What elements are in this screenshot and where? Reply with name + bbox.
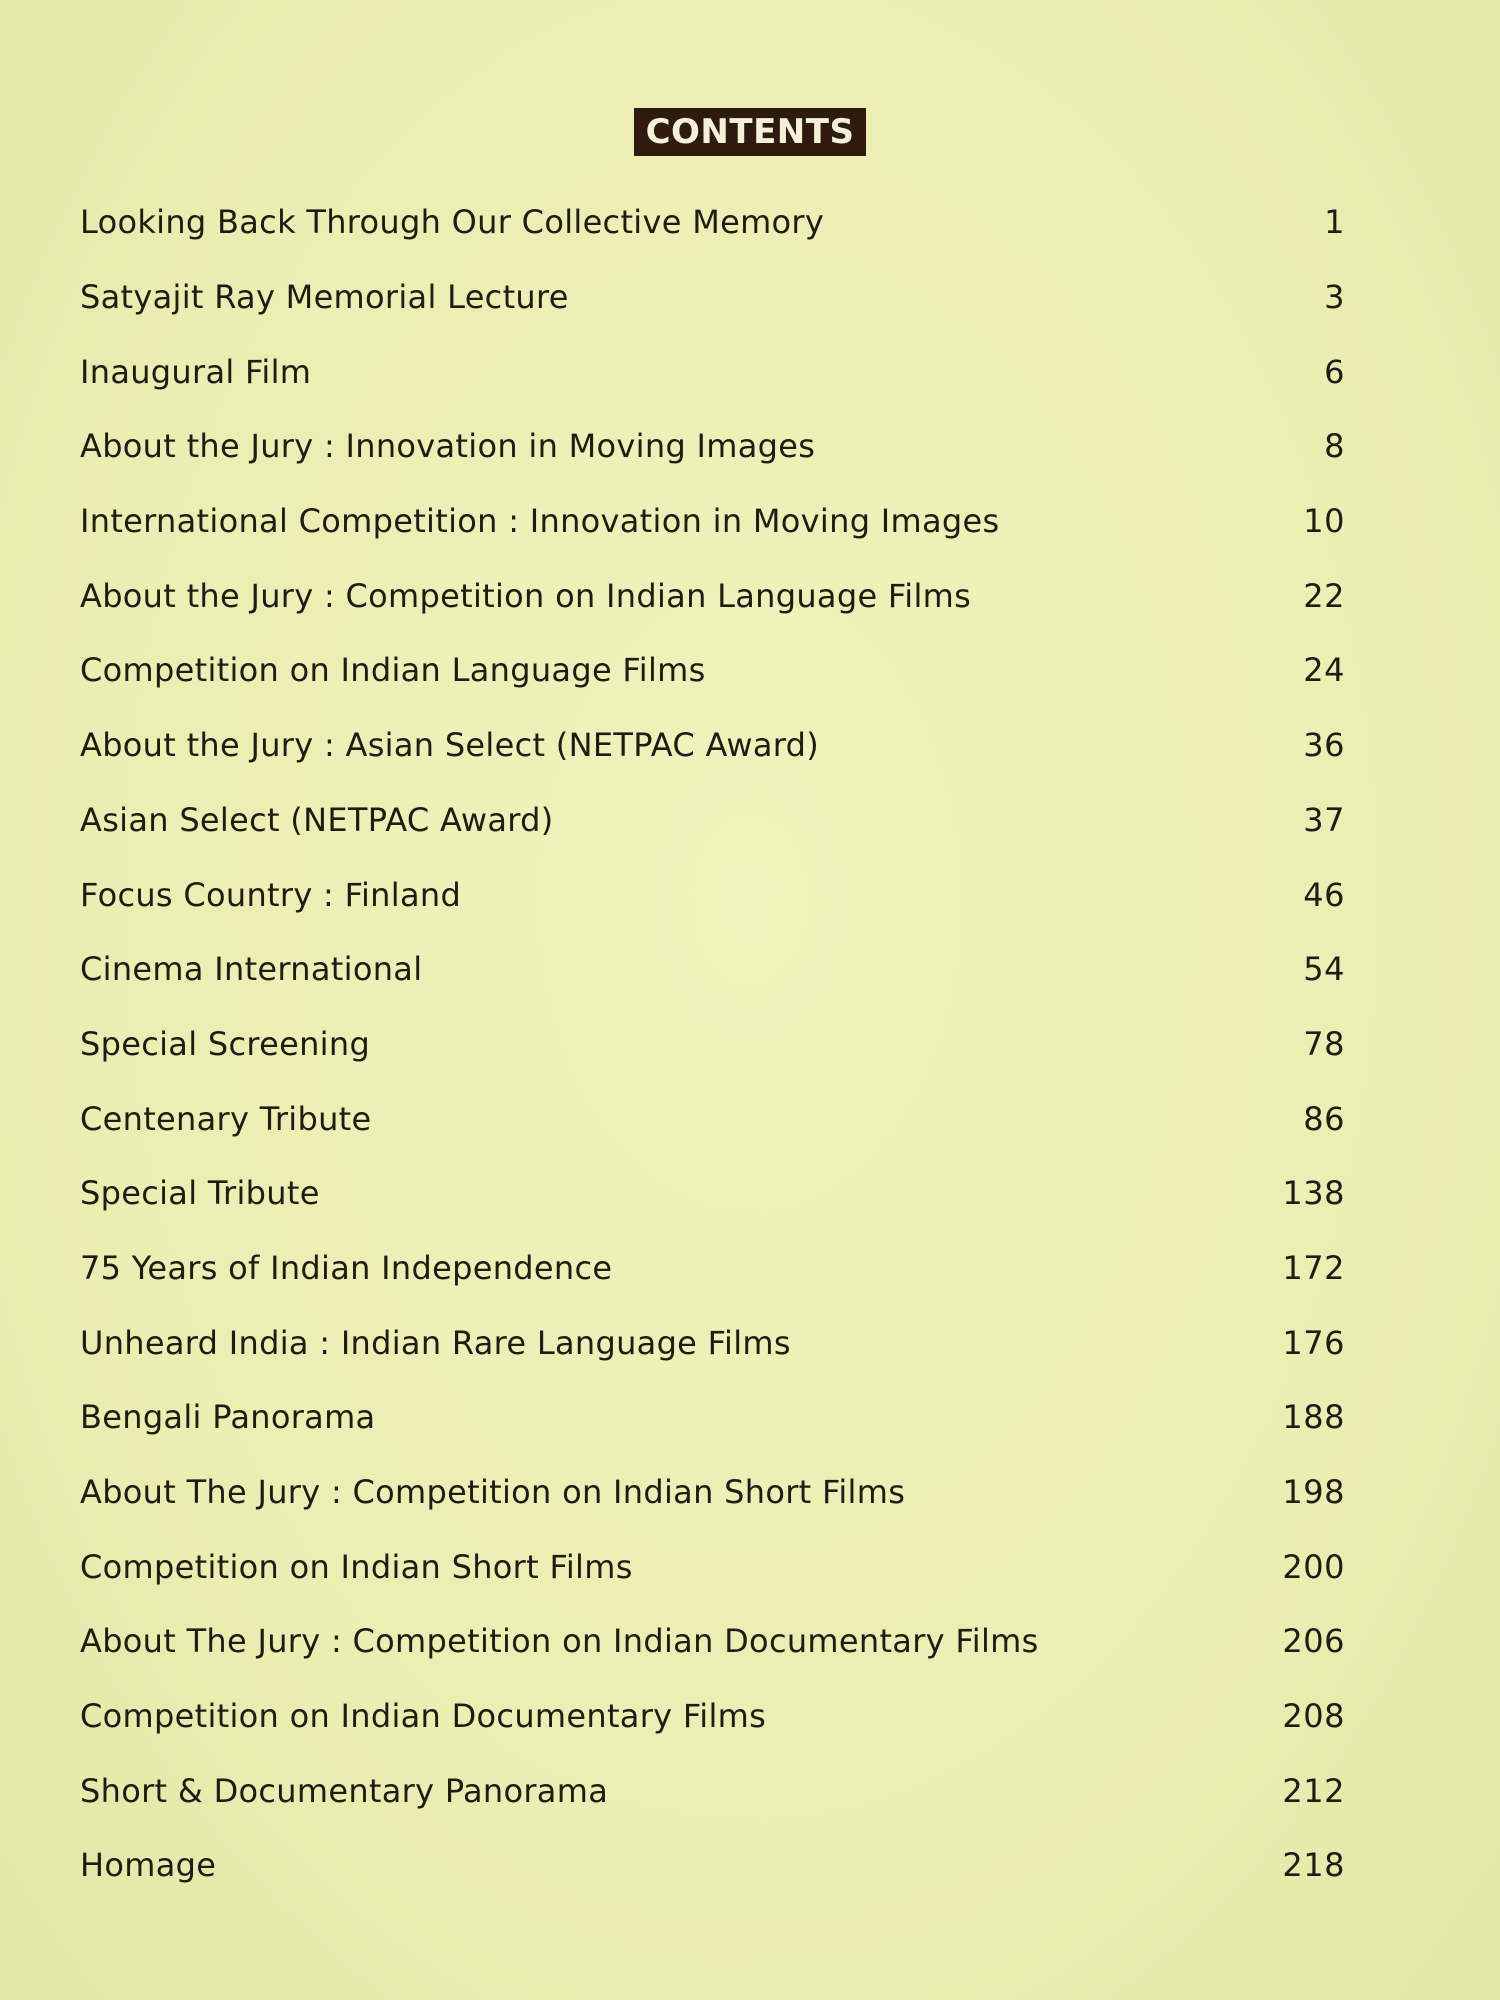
- toc-entry-page: 206: [1282, 1622, 1345, 1661]
- toc-entry-title: International Competition : Innovation in Moving Images: [80, 502, 1000, 541]
- toc-entry-page: 37: [1303, 800, 1345, 839]
- toc-entry: [80, 409, 1345, 484]
- toc-entry: [80, 783, 1345, 858]
- toc-entry-page: 8: [1324, 427, 1345, 466]
- toc-entry-title: Centenary Tribute: [80, 1099, 372, 1138]
- toc-entry-title: Focus Country : Finland: [80, 875, 462, 914]
- toc-entry-page: 1: [1324, 203, 1345, 242]
- toc-entry: [80, 633, 1345, 708]
- toc-entry: [80, 1753, 1345, 1828]
- toc-entry-page: 212: [1282, 1771, 1345, 1810]
- toc-entry: [80, 1007, 1345, 1082]
- toc-entry: [80, 1231, 1345, 1306]
- toc-entry: [80, 260, 1345, 335]
- toc-entry: [80, 558, 1345, 633]
- toc-entry-page: 36: [1303, 726, 1345, 765]
- toc-entry-page: 198: [1282, 1473, 1345, 1512]
- toc-entry: [80, 185, 1345, 260]
- toc-entry-page: 46: [1303, 875, 1345, 914]
- toc-entry-title: Inaugural Film: [80, 352, 312, 391]
- toc-entry-title: Asian Select (NETPAC Award): [80, 800, 554, 839]
- toc-entry-page: 138: [1282, 1174, 1345, 1213]
- toc-entry-title: About The Jury : Competition on Indian Short Films: [80, 1473, 906, 1512]
- toc-entry: [80, 1380, 1345, 1455]
- toc-entry-title: About the Jury : Innovation in Moving Images: [80, 427, 816, 466]
- toc-entry-title: Bengali Panorama: [80, 1398, 376, 1437]
- contents-heading: CONTENTS: [634, 108, 867, 156]
- toc-entry-title: About The Jury : Competition on Indian Documentary Films: [80, 1622, 1039, 1661]
- toc-entry-title: Competition on Indian Language Films: [80, 651, 706, 690]
- toc-entry-page: 86: [1303, 1099, 1345, 1138]
- toc-entry-page: 78: [1303, 1024, 1345, 1063]
- toc-entry-page: 10: [1303, 502, 1345, 541]
- toc-entry-page: 54: [1303, 950, 1345, 989]
- toc-entry-page: 3: [1324, 278, 1345, 317]
- toc-entry: [80, 1156, 1345, 1231]
- toc-entry: [80, 1305, 1345, 1380]
- toc-entry: [80, 1828, 1345, 1903]
- toc-entry-title: Special Screening: [80, 1024, 371, 1063]
- toc-entry: [80, 1529, 1345, 1604]
- toc-entry-title: Cinema International: [80, 950, 423, 989]
- toc-entry: [80, 932, 1345, 1007]
- toc-entry-page: 22: [1303, 576, 1345, 615]
- toc-entry-page: 172: [1282, 1248, 1345, 1287]
- toc-entry-page: 176: [1282, 1323, 1345, 1362]
- toc-entry-page: 200: [1282, 1547, 1345, 1586]
- toc-entry-page: 24: [1303, 651, 1345, 690]
- toc-entry-title: 75 Years of Indian Independence: [80, 1248, 613, 1287]
- toc-entry-title: Homage: [80, 1846, 217, 1885]
- toc-entry-page: 6: [1324, 352, 1345, 391]
- toc-entry: [80, 1604, 1345, 1679]
- toc-entry: [80, 1081, 1345, 1156]
- toc-entry: [80, 708, 1345, 783]
- toc-entry: [80, 857, 1345, 932]
- toc-entry: [80, 1455, 1345, 1530]
- toc-entry-title: Special Tribute: [80, 1174, 320, 1213]
- table-of-contents: [80, 185, 1345, 1903]
- toc-entry-page: 208: [1282, 1697, 1345, 1736]
- toc-entry: [80, 1679, 1345, 1754]
- toc-entry-title: Satyajit Ray Memorial Lecture: [80, 278, 569, 317]
- toc-entry-title: Short & Documentary Panorama: [80, 1771, 609, 1810]
- toc-entry-page: 218: [1282, 1846, 1345, 1885]
- toc-entry-title: Unheard India : Indian Rare Language Films: [80, 1323, 791, 1362]
- toc-entry-title: Competition on Indian Documentary Films: [80, 1697, 767, 1736]
- toc-entry-title: Competition on Indian Short Films: [80, 1547, 633, 1586]
- heading-container: [0, 108, 1500, 156]
- toc-entry-title: Looking Back Through Our Collective Memory: [80, 203, 825, 242]
- toc-entry-title: About the Jury : Asian Select (NETPAC Award): [80, 726, 820, 765]
- toc-entry: [80, 334, 1345, 409]
- toc-entry-page: 188: [1282, 1398, 1345, 1437]
- toc-entry-title: About the Jury : Competition on Indian Language Films: [80, 576, 972, 615]
- toc-entry: [80, 484, 1345, 559]
